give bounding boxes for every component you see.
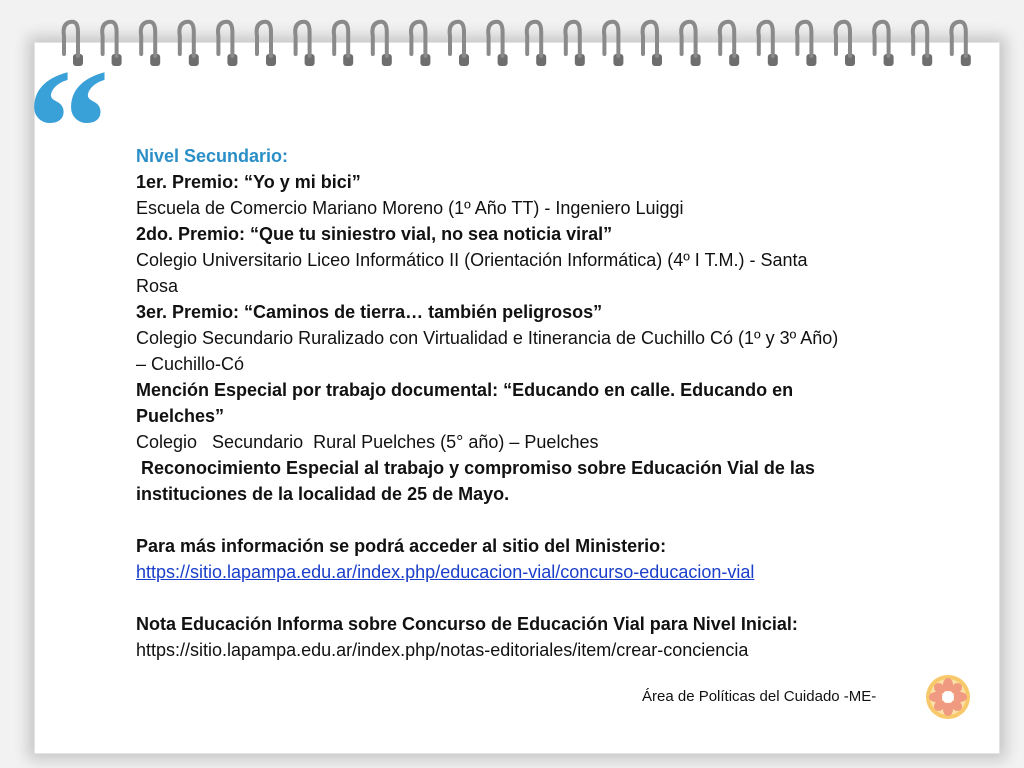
spiral-ring-icon xyxy=(720,22,739,66)
spiral-ring-icon xyxy=(179,22,198,66)
spiral-ring-icon xyxy=(681,22,700,66)
prize2-school-line2: Rosa xyxy=(136,276,179,296)
spiral-ring-icon xyxy=(874,22,893,66)
spiral-ring-icon xyxy=(257,22,276,66)
spiral-ring-icon xyxy=(488,22,507,66)
recognition-line2: instituciones de la localidad de 25 de Mayo. xyxy=(136,484,510,504)
spiral-ring-icon xyxy=(758,22,777,66)
section-heading: Nivel Secundario: xyxy=(136,146,289,166)
spacer xyxy=(136,585,976,611)
spiral-binding-icon xyxy=(58,14,988,74)
spiral-ring-icon xyxy=(836,22,855,66)
recognition-line1: Reconocimiento Especial al trabajo y compromiso sobre Educación Vial de las xyxy=(136,458,815,478)
info-label: Para más información se podrá acceder al sitio del Ministerio: xyxy=(136,536,667,556)
spiral-ring-icon xyxy=(141,22,160,66)
prize3-title: 3er. Premio: “Caminos de tierra… también peligrosos” xyxy=(136,302,603,322)
spiral-ring-icon xyxy=(372,22,391,66)
note-label: Nota Educación Informa sobre Concurso de Educación Vial para Nivel Inicial: xyxy=(136,614,798,634)
spiral-ring-icon xyxy=(450,22,469,66)
spiral-ring-icon xyxy=(334,22,353,66)
spiral-ring-icon xyxy=(913,22,932,66)
prize2-school-line1: Colegio Universitario Liceo Informático II (Orientación Informática) (4º I T.M.) - Santa xyxy=(136,250,808,270)
spacer xyxy=(136,507,976,533)
note-url: https://sitio.lapampa.edu.ar/index.php/notas-editoriales/item/crear-conciencia xyxy=(136,640,749,660)
mention-school: Colegio Secundario Rural Puelches (5° año) – Puelches xyxy=(136,432,599,452)
spiral-ring-icon xyxy=(604,22,623,66)
prize1-title: 1er. Premio: “Yo y mi bici” xyxy=(136,172,361,192)
footer-text: Área de Políticas del Cuidado -ME- xyxy=(642,688,877,705)
spiral-ring-icon xyxy=(527,22,546,66)
spiral-ring-icon xyxy=(295,22,314,66)
spiral-ring-icon xyxy=(218,22,237,66)
open-quote-icon: “ xyxy=(26,35,110,221)
spiral-ring-icon xyxy=(797,22,816,66)
mention-title-line1: Mención Especial por trabajo documental: “Educando en calle. Educando en xyxy=(136,380,794,400)
spiral-ring-icon xyxy=(565,22,584,66)
spiral-ring-icon xyxy=(643,22,662,66)
flower-badge-icon xyxy=(924,673,972,721)
prize1-school: Escuela de Comercio Mariano Moreno (1º Año TT) - Ingeniero Luiggi xyxy=(136,198,684,218)
prize3-school-line1: Colegio Secundario Ruralizado con Virtualidad e Itinerancia de Cuchillo Có (1º y 3º Año) xyxy=(136,328,839,348)
prize3-school-line2: – Cuchillo-Có xyxy=(136,354,245,374)
spiral-ring-icon xyxy=(951,22,970,66)
prize2-title: 2do. Premio: “Que tu siniestro vial, no sea noticia viral” xyxy=(136,224,613,244)
document-body xyxy=(136,143,976,663)
ministry-link[interactable]: https://sitio.lapampa.edu.ar/index.php/educacion-vial/concurso-educacion-vial xyxy=(136,562,755,582)
mention-title-line2: Puelches” xyxy=(136,406,225,426)
spiral-ring-icon xyxy=(411,22,430,66)
